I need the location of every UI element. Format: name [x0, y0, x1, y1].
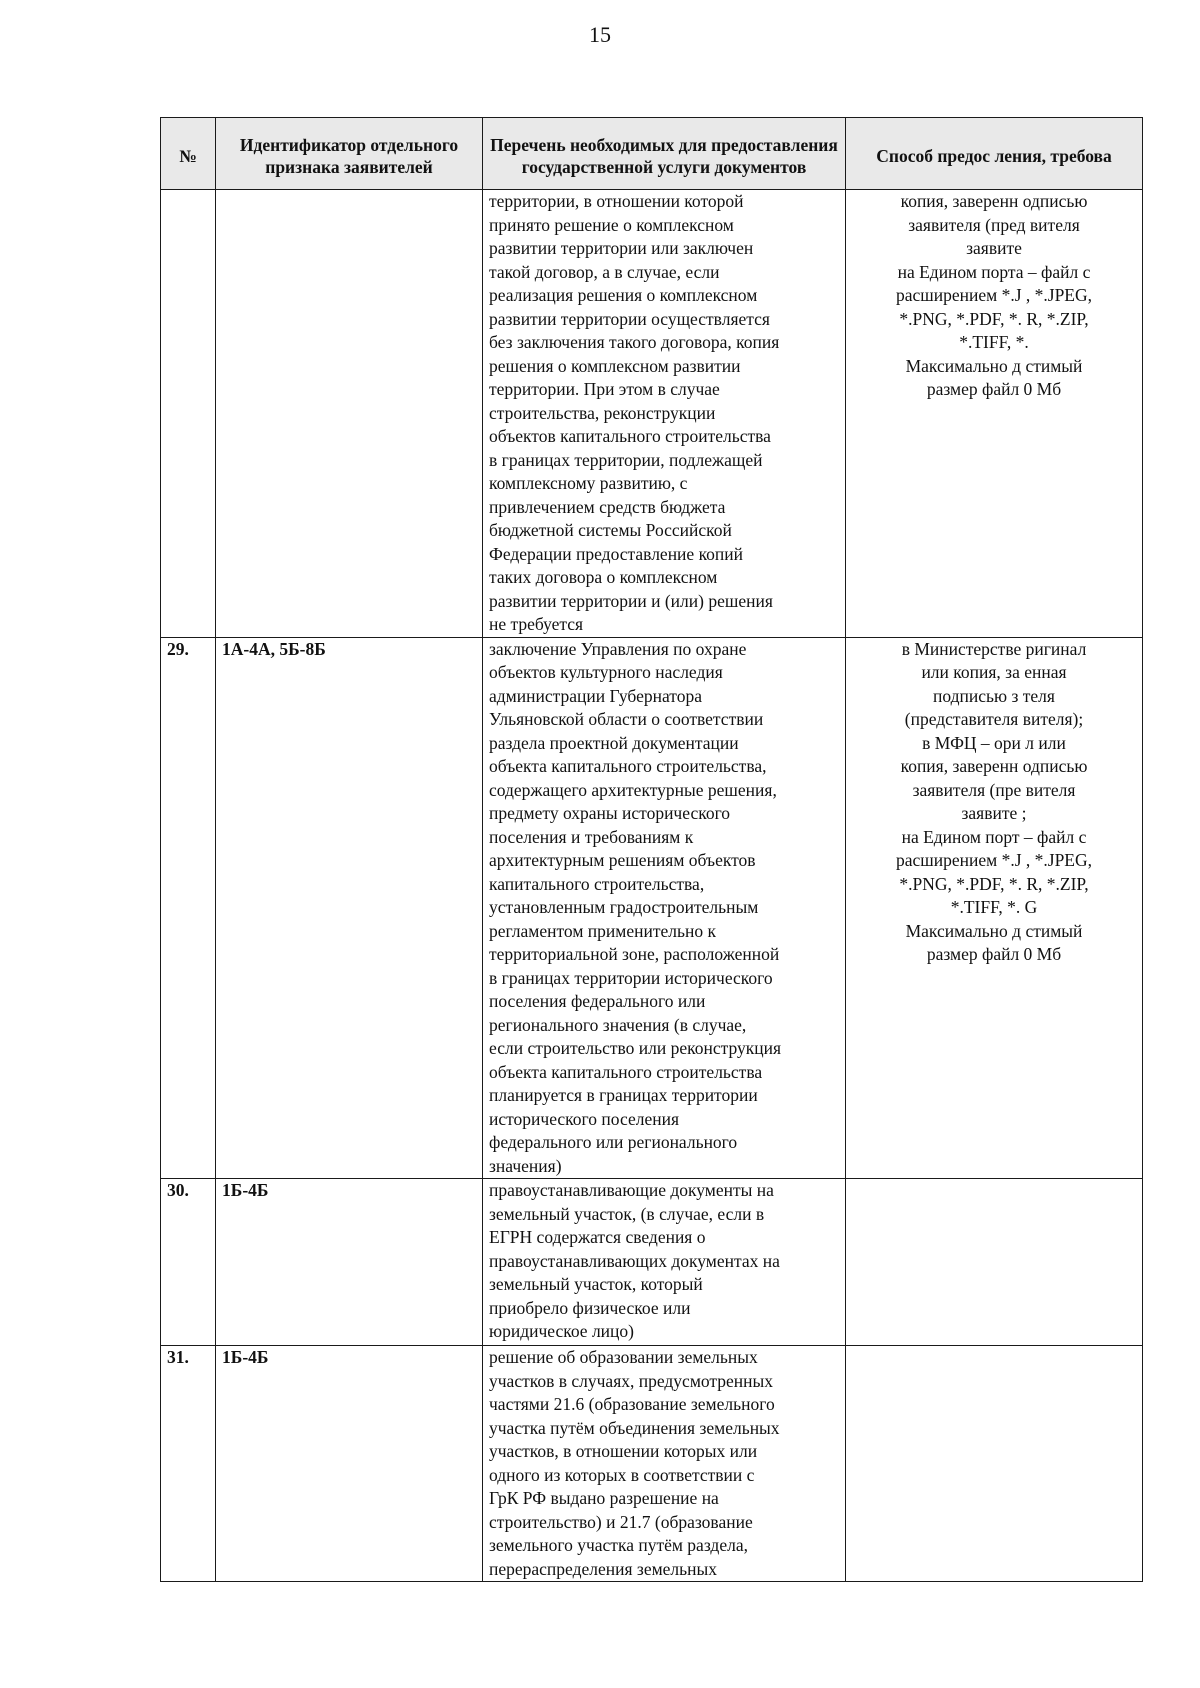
- row-method: копия, заверенн одписью заявителя (пред вителя заявите на Едином порта – файл с расширением *.J , *.JPEG, *.PNG, *.PDF, *. R, *.ZIP, *.TIFF, *. Максимально д стимый размер файл 0 Мб: [846, 190, 1143, 638]
- row-number: [161, 190, 216, 638]
- header-method: Способ предос ления, требова: [846, 118, 1143, 190]
- row-documents: заключение Управления по охране объектов культурного наследия администрации Губернатора Ульяновской области о соответствии раздела проектной документации объекта капитального строительства, содержащего архитектурные решения, предмету охраны исторического поселения и требованиям к архитектурным решениям объектов капитального строительства, установленным градостроительным регламентом применительно к территориальной зоне, расположенной в границах территории исторического поселения федерального или регионального значения (в случае, если строительство или реконструкция объекта капитального строительства планируется в границах территории исторического поселения федерального или регионального значения): [483, 637, 846, 1179]
- table-row: [161, 1179, 1143, 1346]
- row-documents: правоустанавливающие документы на земельный участок, (в случае, если в ЕГРН содержатся сведения о правоустанавливающих документах на земельный участок, который приобрело физическое или юридическое лицо): [483, 1179, 846, 1346]
- row-number: 29.: [161, 637, 216, 1179]
- row-documents: решение об образовании земельных участков в случаях, предусмотренных частями 21.6 (образование земельного участка путём объединения земельных участков, в отношении которых или одного из которых в соответствии с ГрК РФ выдано разрешение на строительство) и 21.7 (образование земельного участка путём раздела, перераспределения земельных: [483, 1346, 846, 1582]
- row-method: [846, 1346, 1143, 1582]
- row-identifier: 1Б-4Б: [216, 1179, 483, 1346]
- row-documents: территории, в отношении которой принято решение о комплексном развитии территории или заключен такой договор, а в случае, если реализация решения о комплексном развитии территории осуществляется без заключения такого договора, копия решения о комплексном развитии территории. При этом в случае строительства, реконструкции объектов капитального строительства в границах территории, подлежащей комплексному развитию, с привлечением средств бюджета бюджетной системы Российской Федерации предоставление копий таких договора о комплексном развитии территории и (или) решения не требуется: [483, 190, 846, 638]
- table-row: [161, 190, 1143, 638]
- table-row: [161, 637, 1143, 1179]
- row-identifier: 1А-4А, 5Б-8Б: [216, 637, 483, 1179]
- row-number: 31.: [161, 1346, 216, 1582]
- documents-table: [160, 117, 1143, 1582]
- table-header-row: [161, 118, 1143, 190]
- header-documents: Перечень необходимых для предоставления государственной услуги документов: [483, 118, 846, 190]
- table-row: [161, 1346, 1143, 1582]
- row-number: 30.: [161, 1179, 216, 1346]
- header-number: №: [161, 118, 216, 190]
- row-method: [846, 1179, 1143, 1346]
- header-identifier: Идентификатор отдельного признака заявителей: [216, 118, 483, 190]
- row-identifier: 1Б-4Б: [216, 1346, 483, 1582]
- page-number: 15: [589, 22, 611, 47]
- row-identifier: [216, 190, 483, 638]
- row-method: в Министерстве ригинал или копия, за енная подписью з теля (представителя вителя); в МФЦ – ори л или копия, заверенн одписью заявителя (пре вителя заявите ; на Едином порт – файл с расширением *.J , *.JPEG, *.PNG, *.PDF, *. R, *.ZIP, *.TIFF, *. G Максимально д стимый размер файл 0 Мб: [846, 637, 1143, 1179]
